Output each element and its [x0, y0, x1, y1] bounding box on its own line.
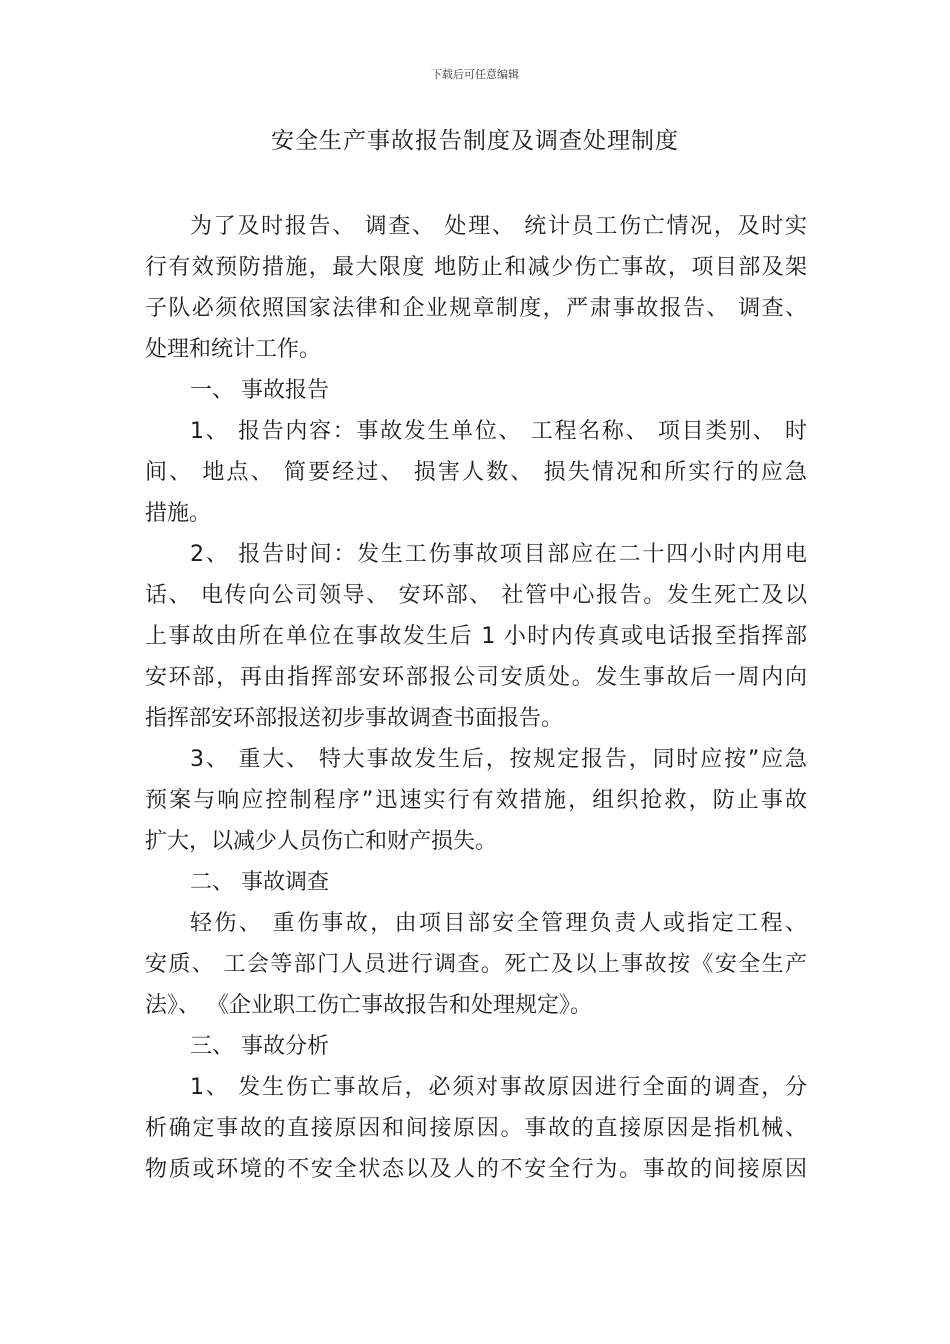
body-line: 处理和统计工作。 [145, 337, 322, 362]
body-line: 指挥部安环部报送初步事故调查书面报告。 [145, 706, 564, 731]
page-header-note: 下载后可任意编辑 [431, 68, 519, 81]
body-line: 扩大，以减少人员伤亡和财产损失。 [145, 829, 498, 854]
body-line: 安质、 工会等部门人员进行调查。死亡及以上事故按《安全生产 [145, 952, 807, 977]
body-line: 行有效预防措施，最大限度 地防止和减少伤亡事故，项目部及架 [145, 255, 807, 280]
body-line: 析确定事故的直接原因和间接原因。事故的直接原因是指机械、 [145, 1116, 807, 1141]
body-line: 子队必须依照国家法律和企业规章制度，严肃事故报告、 调查、 [145, 296, 807, 321]
body-line: 1、 报告内容：事故发生单位、 工程名称、 项目类别、 时 [190, 419, 807, 444]
document-body [145, 206, 807, 1190]
section-heading: 二、 事故调查 [190, 870, 329, 895]
body-line: 安环部，再由指挥部安环部报公司安质处。发生事故后一周内向 [145, 665, 807, 690]
body-line: 3、 重大、 特大事故发生后，按规定报告，同时应按”应急 [190, 747, 807, 772]
body-line: 2、 报告时间：发生工伤事故项目部应在二十四小时内用电 [190, 542, 807, 567]
body-line: 轻伤、 重伤事故，由项目部安全管理负责人或指定工程、 [190, 911, 807, 936]
body-line: 为了及时报告、 调查、 处理、 统计员工伤亡情况，及时实 [190, 214, 807, 239]
body-line: 上事故由所在单位在事故发生后 1 小时内传真或电话报至指挥部 [145, 624, 807, 649]
document-title: 安全生产事故报告制度及调查处理制度 [271, 128, 679, 154]
body-line: 措施。 [145, 501, 212, 526]
body-line: 话、 电传向公司领导、 安环部、 社管中心报告。发生死亡及以 [145, 583, 807, 608]
body-line: 预案与响应控制程序”迅速实行有效措施，组织抢救，防止事故 [145, 788, 807, 813]
section-heading: 三、 事故分析 [190, 1034, 329, 1059]
section-heading: 一、 事故报告 [190, 378, 329, 403]
body-line: 法》、 《企业职工伤亡事故报告和处理规定》。 [145, 993, 592, 1018]
body-line: 间、 地点、 简要经过、 损害人数、 损失情况和所实行的应急 [145, 460, 807, 485]
body-line: 物质或环境的不安全状态以及人的不安全行为。事故的间接原因 [145, 1157, 807, 1182]
body-line: 1、 发生伤亡事故后，必须对事故原因进行全面的调查，分 [190, 1075, 807, 1100]
